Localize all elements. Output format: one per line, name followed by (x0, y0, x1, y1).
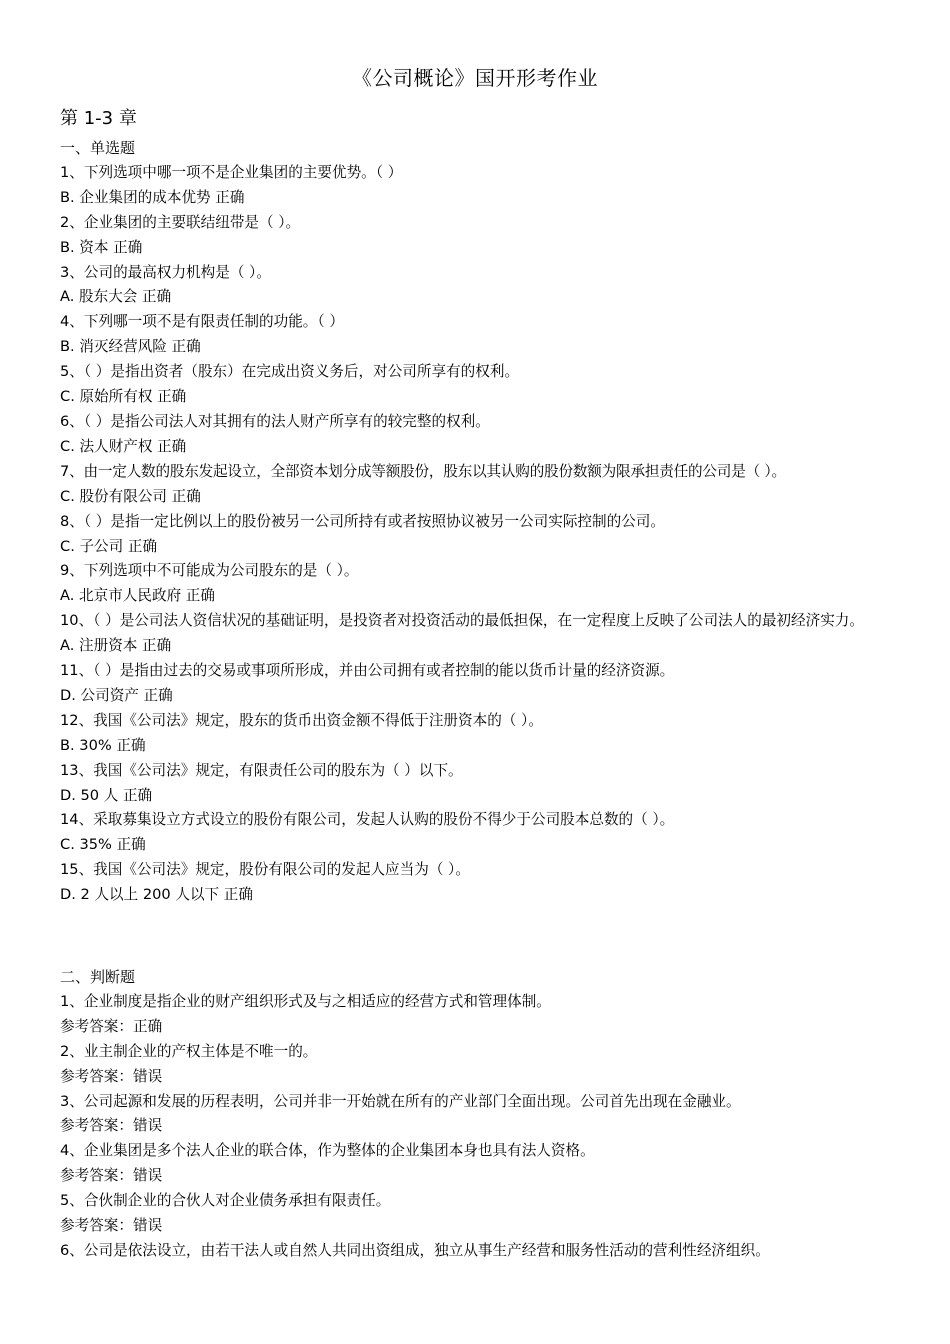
section-heading-single-choice: 一、单选题 (60, 139, 136, 157)
answer-line: C. 原始所有权 正确 (60, 388, 187, 406)
question-line: 8、（ ）是指一定比例以上的股份被另一公司所持有或者按照协议被另一公司实际控制的公司。 (60, 512, 665, 530)
question-line: 5、（ ）是指出资者（股东）在完成出资义务后，对公司所享有的权利。 (60, 363, 520, 381)
question-line: 6、（ ）是指公司法人对其拥有的法人财产所享有的较完整的权利。 (60, 412, 490, 430)
answer-line: A. 注册资本 正确 (60, 637, 172, 655)
question-line: 13、我国《公司法》规定，有限责任公司的股东为（ ）以下。 (60, 761, 463, 779)
question-line: 1、下列选项中哪一项不是企业集团的主要优势。（ ） (60, 163, 403, 181)
question-line: 15、我国《公司法》规定，股份有限公司的发起人应当为（ ）。 (60, 861, 470, 879)
answer-line: B. 企业集团的成本优势 正确 (60, 188, 245, 206)
reference-answer: 参考答案：错误 (60, 1067, 163, 1085)
single-choice-section (60, 136, 895, 908)
true-false-section (60, 965, 895, 1264)
answer-line: B. 消灭经营风险 正确 (60, 338, 201, 356)
question-line: 7、由一定人数的股东发起设立，全部资本划分成等额股份，股东以其认购的股份数额为限承担责任的公司是（ ）。 (60, 462, 786, 480)
statement-line: 1、企业制度是指企业的财产组织形式及与之相适应的经营方式和管理体制。 (60, 992, 551, 1010)
answer-line: D. 50 人 正确 (60, 786, 153, 804)
document-title: 《公司概论》国开形考作业 (352, 66, 598, 90)
question-line: 12、我国《公司法》规定，股东的货币出资金额不得低于注册资本的（ ）。 (60, 711, 543, 729)
answer-line: D. 公司资产 正确 (60, 686, 173, 704)
reference-answer: 参考答案：正确 (60, 1017, 163, 1035)
answer-line: C. 股份有限公司 正确 (60, 487, 201, 505)
question-line: 2、企业集团的主要联结纽带是（ ）。 (60, 213, 301, 231)
question-line: 3、公司的最高权力机构是（ ）。 (60, 263, 271, 281)
question-line: 11、（ ）是指由过去的交易或事项所形成，并由公司拥有或者控制的能以货币计量的经济资源。 (60, 662, 675, 680)
answer-line: B. 30% 正确 (60, 736, 146, 754)
answer-line: A. 股东大会 正确 (60, 288, 172, 306)
statement-line: 5、合伙制企业的合伙人对企业债务承担有限责任。 (60, 1192, 391, 1210)
answer-line: B. 资本 正确 (60, 238, 143, 256)
question-line: 10、（ ）是公司法人资信状况的基础证明，是投资者对投资活动的最低担保，在一定程度上反映了公司法人的最初经济实力。 (60, 612, 864, 630)
answer-line: C. 子公司 正确 (60, 537, 158, 555)
answer-line: A. 北京市人民政府 正确 (60, 587, 215, 605)
question-line: 4、下列哪一项不是有限责任制的功能。（ ） (60, 313, 344, 331)
answer-line: C. 35% 正确 (60, 836, 146, 854)
answer-line: D. 2 人以上 200 人以下 正确 (60, 886, 253, 904)
reference-answer: 参考答案：错误 (60, 1167, 163, 1185)
reference-answer: 参考答案：错误 (60, 1117, 163, 1135)
chapter-heading: 第 1-3 章 (60, 108, 137, 129)
reference-answer: 参考答案：错误 (60, 1217, 163, 1235)
section-heading-true-false: 二、判断题 (60, 968, 136, 986)
question-line: 9、下列选项中不可能成为公司股东的是（ ）。 (60, 562, 359, 580)
statement-line: 2、业主制企业的产权主体是不唯一的。 (60, 1042, 318, 1060)
answer-line: C. 法人财产权 正确 (60, 437, 187, 455)
question-line: 14、采取募集设立方式设立的股份有限公司，发起人认购的股份不得少于公司股本总数的（ ）。 (60, 811, 675, 829)
statement-line: 3、公司起源和发展的历程表明，公司并非一开始就在所有的产业部门全面出现。公司首先出现在金融业。 (60, 1092, 741, 1110)
statement-line: 4、企业集团是多个法人企业的联合体，作为整体的企业集团本身也具有法人资格。 (60, 1142, 595, 1160)
statement-line: 6、公司是依法设立，由若干法人或自然人共同出资组成，独立从事生产经营和服务性活动的营利性经济组织。 (60, 1241, 770, 1259)
